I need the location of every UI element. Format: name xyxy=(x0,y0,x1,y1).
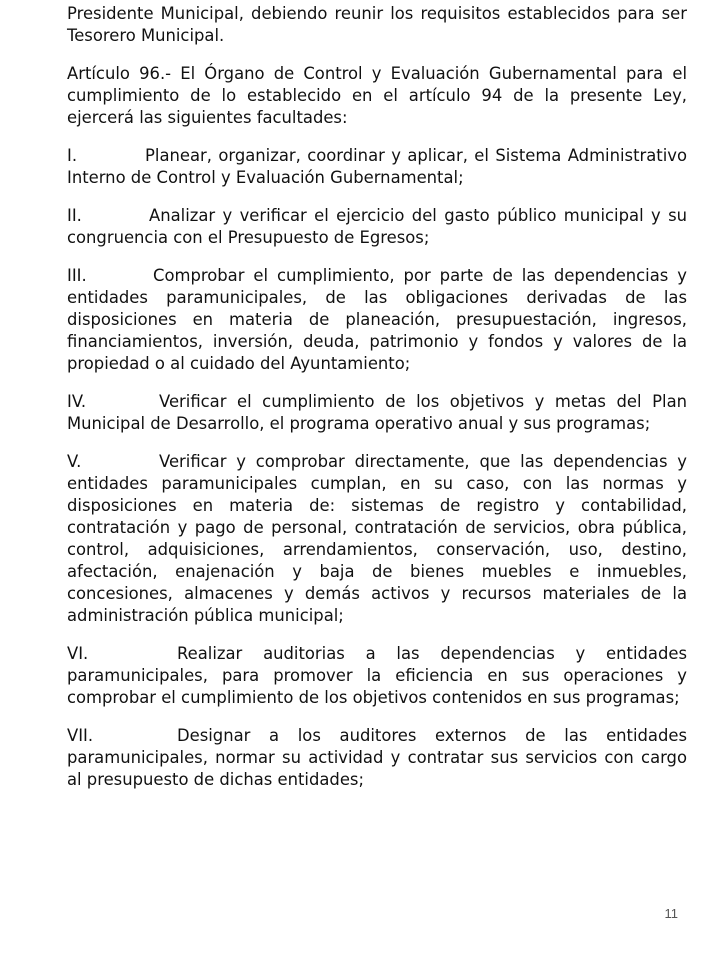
paragraph-gap xyxy=(67,709,687,725)
paragraph-gap xyxy=(67,435,687,451)
paragraph-gap xyxy=(67,249,687,265)
paragraph-gap xyxy=(67,47,687,63)
paragraph-gap xyxy=(67,627,687,643)
fraction-number: III. xyxy=(67,266,87,285)
fraction-iii xyxy=(67,265,687,375)
fraction-v xyxy=(67,451,687,627)
fraction-text: Planear, organizar, coordinar y aplicar, el Sistema Administrativo Interno de Control y Evaluación Gubernamental; xyxy=(67,146,687,187)
fraction-text: Analizar y verificar el ejercicio del gasto público municipal y su congruencia con el Presupuesto de Egresos; xyxy=(67,206,687,247)
fraction-number: IV. xyxy=(67,392,87,411)
document-page xyxy=(67,0,687,791)
fraction-text: Comprobar el cumplimiento, por parte de las dependencias y entidades paramunicipales, de las obligaciones derivadas de las disposiciones en materia de planeación, presupuestación, ingresos, financiamientos, inversión, deuda, patrimonio y fondos y valores de la propiedad o al cuidado del Ayuntamiento; xyxy=(67,266,687,373)
fraction-vi xyxy=(67,643,687,709)
fraction-i xyxy=(67,145,687,189)
article-96-paragraph xyxy=(67,63,687,129)
fraction-text: Realizar auditorias a las dependencias y entidades paramunicipales, para promover la eficiencia en sus operaciones y comprobar el cumplimiento de los objetivos contenidos en sus programas; xyxy=(67,644,687,707)
fraction-number: V. xyxy=(67,452,82,471)
paragraph-gap xyxy=(67,129,687,145)
fraction-text: Verificar el cumplimiento de los objetivos y metas del Plan Municipal de Desarrollo, el programa operativo anual y sus programas; xyxy=(67,392,687,433)
fraction-number: II. xyxy=(67,206,82,225)
paragraph-gap xyxy=(67,189,687,205)
fraction-number: VI. xyxy=(67,644,89,663)
fraction-ii xyxy=(67,205,687,249)
fraction-vii xyxy=(67,725,687,791)
paragraph-gap xyxy=(67,375,687,391)
fraction-number: I. xyxy=(67,146,78,165)
paragraph-continuation xyxy=(67,3,687,47)
paragraph-text: Artículo 96.- El Órgano de Control y Evaluación Gubernamental para el cumplimiento de lo establecido en el artículo 94 de la presente Ley, ejercerá las siguientes facultades: xyxy=(67,64,687,127)
fraction-text: Designar a los auditores externos de las entidades paramunicipales, normar su actividad y contratar sus servicios con cargo al presupuesto de dichas entidades; xyxy=(67,726,687,789)
fraction-text: Verificar y comprobar directamente, que las dependencias y entidades paramunicipales cumplan, en su caso, con las normas y disposiciones en materia de: sistemas de registro y contabilidad, contratación y pago de personal, contratación de servicios, obra pública, control, adquisiciones, arrendamientos, conservación, uso, destino, afectación, enajenación y baja de bienes muebles e inmuebles, concesiones, almacenes y demás activos y recursos materiales de la administración pública municipal; xyxy=(67,452,687,625)
page-number: 11 xyxy=(664,906,678,921)
paragraph-text: Presidente Municipal, debiendo reunir los requisitos establecidos para ser Tesorero Municipal. xyxy=(67,4,687,45)
fraction-number: VII. xyxy=(67,726,94,745)
fraction-iv xyxy=(67,391,687,435)
